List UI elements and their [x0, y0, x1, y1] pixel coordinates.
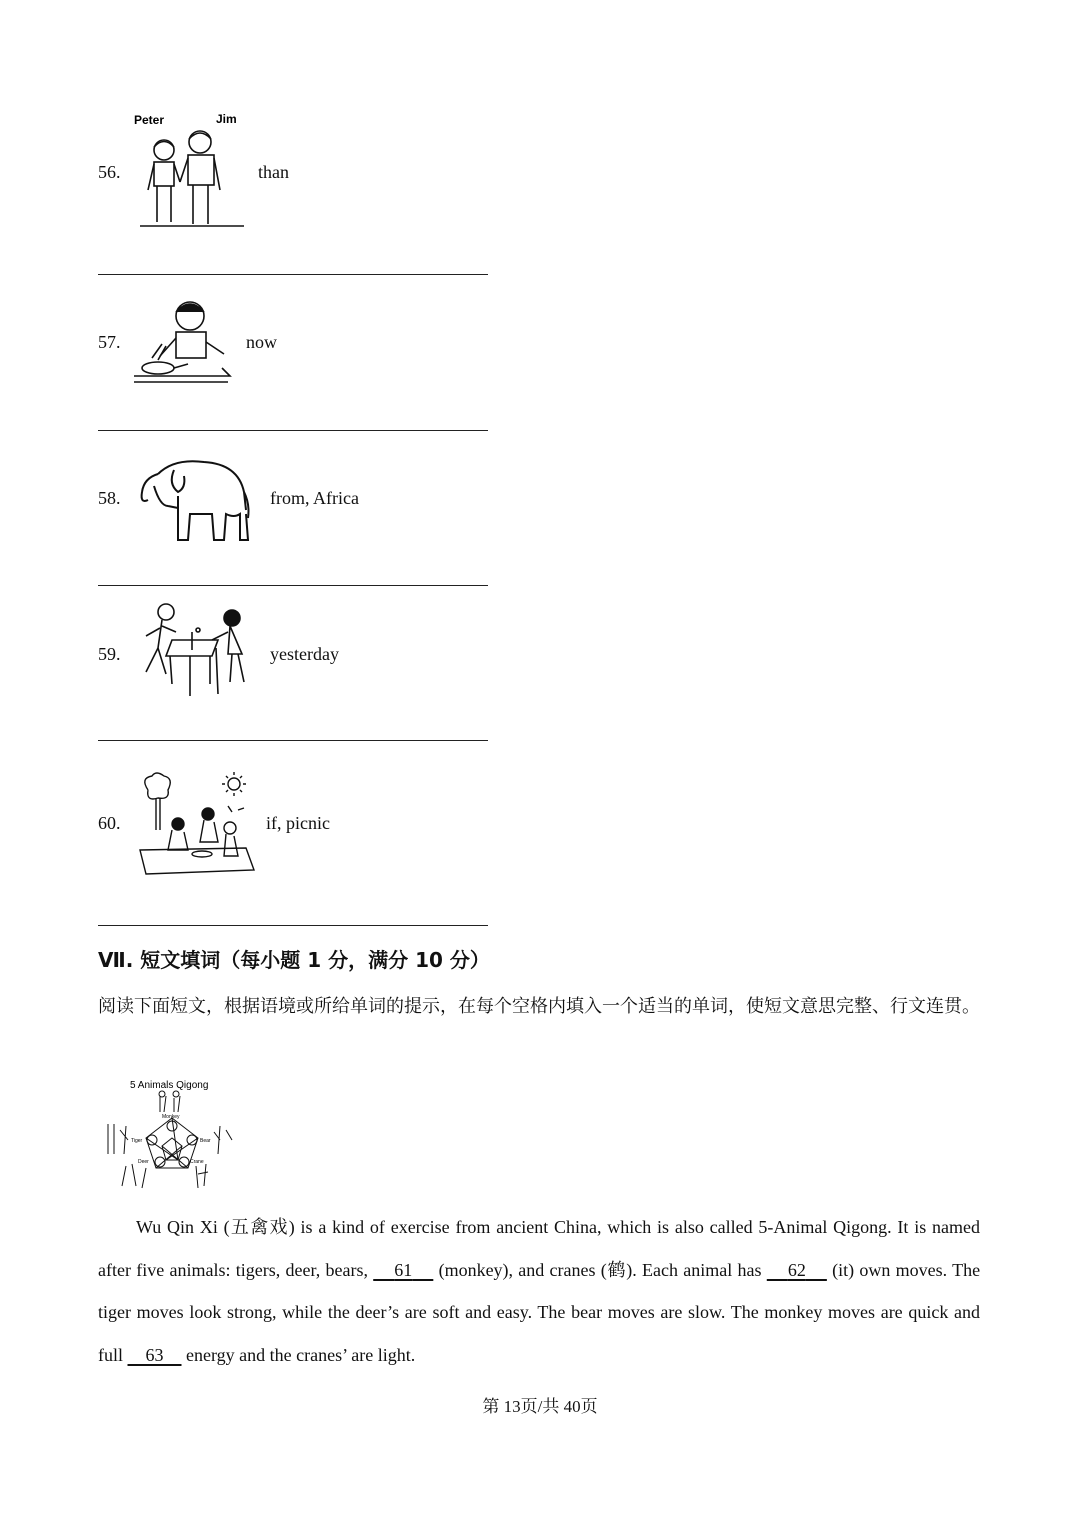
item-60-picture: [134, 770, 260, 882]
item-60-number: 60.: [98, 813, 121, 833]
item-60-answer-line[interactable]: [98, 925, 488, 926]
figure-label-deer: Deer: [138, 1159, 149, 1165]
item-58-number: 58.: [98, 488, 121, 508]
figure-title: 5 Animals Qigong: [130, 1080, 209, 1091]
item-59-hint: yesterday: [270, 644, 339, 664]
passage-paragraph: [98, 1206, 980, 1376]
qigong-figure: [102, 1074, 242, 1192]
figure-label-bear: Bear: [200, 1138, 211, 1144]
label-jim: Jim: [216, 112, 237, 126]
passage-text-2: (monkey), and cranes (鹤). Each animal has: [433, 1259, 767, 1280]
page-footer: 第 13页/共 40页: [482, 1397, 598, 1416]
label-peter: Peter: [134, 113, 165, 127]
section-instruction: 阅读下面短文，根据语境或所给单词的提示，在每个空格内填入一个适当的单词，使短文意思完整、行文连贯。: [98, 996, 980, 1017]
item-57-hint: now: [246, 332, 277, 352]
item-57-answer-line[interactable]: [98, 430, 488, 431]
blank-61[interactable]: [373, 1260, 433, 1280]
item-56-picture: [132, 110, 244, 232]
blank-62-number: 62: [787, 1259, 806, 1280]
blank-63-number: 63: [145, 1344, 164, 1365]
item-56-hint: than: [258, 162, 289, 182]
item-60-hint: if, picnic: [266, 813, 330, 833]
section-title: Ⅶ. 短文填词（每小题 1 分，满分 10 分）: [98, 948, 490, 972]
passage: [98, 1206, 980, 1376]
figure-label-crane: Crane: [190, 1159, 204, 1165]
item-57-number: 57.: [98, 332, 121, 352]
item-58-answer-line[interactable]: [98, 585, 488, 586]
blank-63[interactable]: [128, 1345, 182, 1365]
item-57-picture: [132, 298, 232, 384]
blank-62[interactable]: [767, 1260, 827, 1280]
item-59-number: 59.: [98, 644, 121, 664]
passage-text-1: Wu Qin Xi (五禽戏) is a kind of exercise from ancient China, which is also called 5-Animal Qigong. It is named after five animals: tigers, deer, bears,: [98, 1217, 980, 1280]
item-59-answer-line[interactable]: [98, 740, 488, 741]
passage-text-3: (it) own moves. The tiger moves look strong, while the deer’s are soft and easy. The bear moves are slow. The monkey moves are quick and full: [98, 1259, 981, 1365]
figure-label-monkey: Monkey: [162, 1114, 180, 1120]
passage-text-4: energy and the cranes’ are light.: [181, 1344, 416, 1365]
item-59-picture: [132, 602, 258, 702]
blank-61-number: 61: [394, 1259, 413, 1280]
item-56-number: 56.: [98, 162, 121, 182]
figure-label-tiger: Tiger: [131, 1138, 143, 1144]
item-58-picture: [134, 456, 258, 546]
item-58-hint: from, Africa: [270, 488, 359, 508]
item-56-answer-line[interactable]: [98, 274, 488, 275]
